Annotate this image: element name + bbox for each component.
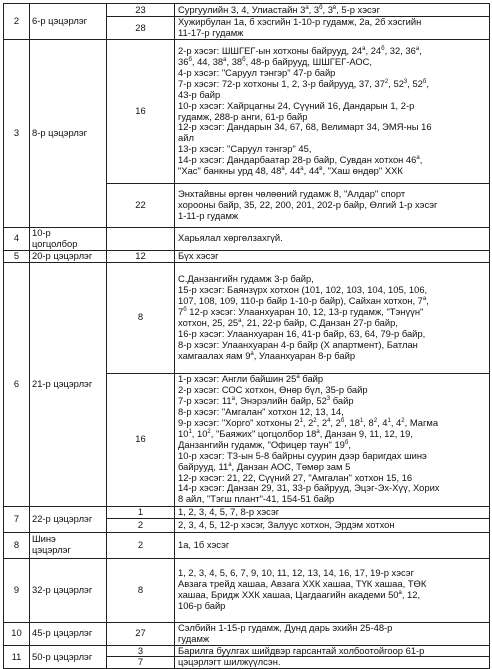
description-line: Сургуулийн 3, 4, Улиастайн $3^а$, $3^б$, $3^в$, 5-р хэсэг (178, 3, 380, 15)
section-description (175, 657, 490, 669)
section-number: 7 (107, 657, 175, 669)
district-name: 22-р цэцэрлэг (30, 506, 107, 532)
section-number: 12 (107, 250, 175, 262)
description-line: Барилга буулгах шийдвэр гарсантай холбоотойгоор 61-р (178, 645, 425, 656)
table-row (4, 4, 490, 17)
row-number: 10 (4, 622, 30, 645)
section-number: 8 (107, 262, 175, 373)
description-line: Сэлбийн 1-15-р гудамж, Дунд дарь эхийн 25-48-р (178, 622, 393, 633)
description-line: 2-р хэсэг: ШШГЕГ-ын хотхоны байрууд, $24^а$, $24^б$, 32, $36^а$, (178, 45, 422, 57)
section-description (175, 250, 490, 262)
description-line: 2-р хэсэг: СОС хотхон, Өнөр бүл, 35-р байр (178, 384, 368, 396)
section-description (175, 4, 490, 17)
district-name-line: Шинэ (32, 533, 56, 545)
description-line: 13-р хэсэг: "Саруул тэнгэр" 45, (178, 143, 312, 155)
table-body (4, 4, 490, 669)
table-row (4, 558, 490, 622)
district-name-line: цэцэрлэг (32, 544, 71, 556)
description-line: 14-р хэсэг: Данзан 29, 31, 33-р байрууд, Эцэг-Эх-Хүү, Хорих (178, 482, 440, 494)
description-line: 7-р хэсэг: 72-р хотхоны 1, 2, 3-р байрууд, 37, $37^2$, $52^3$, $52^б$, (178, 77, 429, 89)
district-name-line: цогцолбор (32, 237, 78, 249)
description-line: 8 айл, "Тэгш плант"-41, 154-51 байр (178, 493, 335, 505)
district-name: 45-р цэцэрлэг (30, 622, 107, 645)
table-row (4, 262, 490, 373)
section-description (175, 228, 490, 251)
document-page (3, 3, 489, 669)
description-line: 106-р байр (178, 600, 226, 612)
row-number: 9 (4, 558, 30, 622)
row-number: 2 (4, 4, 30, 40)
description-line: 1а, 1б хэсэг (178, 538, 230, 550)
description-line: 12-р хэсэг: Дандарын 34, 67, 68, Велимарт 34, ЭМЯ-ны 16 (178, 121, 432, 133)
section-number: 28 (107, 17, 175, 40)
section-number: 1 (107, 506, 175, 518)
section-description (175, 558, 490, 622)
description-line: Авзага трейд хашаа, Авзага ХХК хашаа, ТҮК хашаа, ТӨК (178, 578, 427, 590)
description-line: $36^б$, 44, $38^а$, $38^б$, 48-р байрууд, ШШГЕГ-АОС, (178, 55, 373, 67)
row-number: 11 (4, 645, 30, 669)
description-line: 1, 2, 3, 4, 5, 7, 8-р хэсэг (178, 506, 280, 517)
description-line: айл (178, 132, 194, 144)
section-number (107, 228, 175, 251)
description-line: $7^б$ 12-р хэсэг: Улаанхуаран 10, 12, 13-р гудамж, "Тэнүүн" (178, 305, 424, 317)
description-line: 2, 3, 4, 5, 12-р хэсэг, Залуус хотхон, Эрдэм хотхон (178, 518, 395, 530)
section-number: 22 (107, 184, 175, 228)
description-line: Хужирбулан 1а, б хэсгийн 1-10-р гудамж, 2а, 2б хэсгийн (178, 16, 422, 28)
description-line: 43-р байр (178, 88, 221, 100)
section-number: 3 (107, 645, 175, 657)
section-number: 16 (107, 40, 175, 184)
description-line: 15-р хэсэг: Баянзүрх хотхон (101, 102, 103, 104, 105, 106, (178, 284, 428, 296)
description-line: байрууд, $11^а$, Данзан АОС, Төмөр зам 5 (178, 460, 351, 472)
section-description (175, 506, 490, 518)
row-number: 6 (4, 262, 30, 506)
description-line: хотхон, 25, $25^а$, 21, 22-р байр, С.Данзан 27-р байр, (178, 316, 398, 328)
description-line: гудамж (178, 632, 210, 644)
section-description (175, 645, 490, 657)
section-number: 16 (107, 373, 175, 506)
section-number: 23 (107, 4, 175, 17)
description-line: цэцэрлэгт шилжүүлсэн. (178, 656, 281, 668)
section-description (175, 373, 490, 506)
description-line: хашаа, Бридж ХХК хашаа, Цагдаагийн академи $50^а$, 12, (178, 589, 421, 601)
table-row (4, 506, 490, 518)
table-row (4, 228, 490, 251)
section-description (175, 518, 490, 532)
district-name: 6-р цэцэрлэг (30, 4, 107, 40)
description-line: 12-р хэсэг: 21, 22, Сүүний 27, "Амгалан" хотхон 15, 16 (178, 471, 413, 483)
description-line: 14-р хэсэг: Дандарбаатар 28-р байр, Сувдан хотхон $46^а$, (178, 154, 423, 166)
description-line: хорооны байр, 35, 22, 200, 201, 202-р байр, Өлгий 1-р хэсэг (178, 199, 438, 211)
district-name (30, 228, 107, 251)
description-line: 7-р хэсэг: $11^а$, Энэрэлийн байр, $52^3$ байр (178, 395, 354, 407)
description-line: Данзангийн гудамж, "Офицер таун" $19^б$, (178, 438, 351, 450)
description-line: 8-р хэсэг: Улаанхуаран 4-р байр (Х апартмент), Батлан (178, 338, 418, 350)
description-line: 10-р хэсэг: Хайрцагны 24, Сүүний 16, Дандарын 1, 2-р (178, 99, 415, 111)
table-row (4, 40, 490, 184)
description-line: 16-р хэсэг: Улаанхуаран 16, 41-р байр, 63, 64, 79-р байр, (178, 327, 426, 339)
row-number: 7 (4, 506, 30, 532)
row-number: 3 (4, 40, 30, 228)
table-row (4, 250, 490, 262)
district-name: 21-р цэцэрлэг (30, 262, 107, 506)
row-number: 4 (4, 228, 30, 251)
description-line: 10-р хэсэг: Т3-ын 5-8 байрны суурин дээр баригдах шинэ (178, 449, 427, 461)
description-line: $10^1$, $10^2$, "Баяжих" цогцолбор $18^а$, Данзан 9, 11, 12, 19, (178, 427, 413, 439)
description-line: 9-р хэсэг: "Хорго" хотхоны $2^1$, $2^2$, $2^4$, $2^б$, $18^1$, $8^2$, $4^1$, $4^2$, Магма (178, 417, 439, 428)
district-name (30, 532, 107, 558)
description-line: 11-17-р гудамж (178, 27, 244, 38)
description-line: Энхтайвны өргөн чөлөөний гудамж 8, "Алдар" спорт (178, 188, 406, 200)
table-row (4, 645, 490, 657)
district-name: 32-р цэцэрлэг (30, 558, 107, 622)
description-line: 4-р хэсэг: "Саруул тэнгэр" 47-р байр (178, 66, 336, 78)
description-line: 1-11-р гудамж (178, 209, 239, 221)
row-number: 5 (4, 250, 30, 262)
description-line: 107, 108, 109, 110-р байр 1-10-р байр), Сайхан хотхон, $7^а$, (178, 295, 429, 306)
section-description (175, 17, 490, 40)
section-description (175, 184, 490, 228)
section-description (175, 40, 490, 184)
description-line: хамгаалах яам $9^а$, Улаанхуаран 8-р байр (178, 349, 356, 361)
table-row (4, 622, 490, 645)
section-number: 2 (107, 532, 175, 558)
table-row (4, 532, 490, 558)
description-line: Бүх хэсэг (178, 250, 219, 261)
district-name: 20-р цэцэрлэг (30, 250, 107, 262)
section-description (175, 532, 490, 558)
section-description (175, 622, 490, 645)
description-line: 1-р хэсэг: Англи байшин $25^а$ байр (178, 373, 324, 385)
district-name-line: 10-р (32, 227, 51, 238)
description-line: С.Данзангийн гудамж 3-р байр, (178, 273, 314, 285)
section-number: 27 (107, 622, 175, 645)
section-number: 2 (107, 518, 175, 532)
description-line: гудамж, 288-р анги, 61-р байр (178, 110, 308, 122)
description-line: "Хас" банкны урд 48, $48^а$, $44^а$, $44^в$, "Хаш өндөр" ХХК (178, 165, 403, 177)
row-number: 8 (4, 532, 30, 558)
description-line: 8-р хэсэг: "Амгалан" хотхон 12, 13, 14, (178, 406, 344, 418)
section-description (175, 262, 490, 373)
district-name: 50-р цэцэрлэг (30, 645, 107, 669)
description-line: Харьялал хөргөлзахгүй. (178, 232, 283, 244)
district-name: 8-р цэцэрлэг (30, 40, 107, 228)
district-table (3, 3, 490, 669)
section-number: 8 (107, 558, 175, 622)
description-line: 1, 2, 3, 4, 5, 6, 7, 9, 10, 11, 12, 13, 14, 16, 17, 19-р хэсэг (178, 567, 414, 579)
